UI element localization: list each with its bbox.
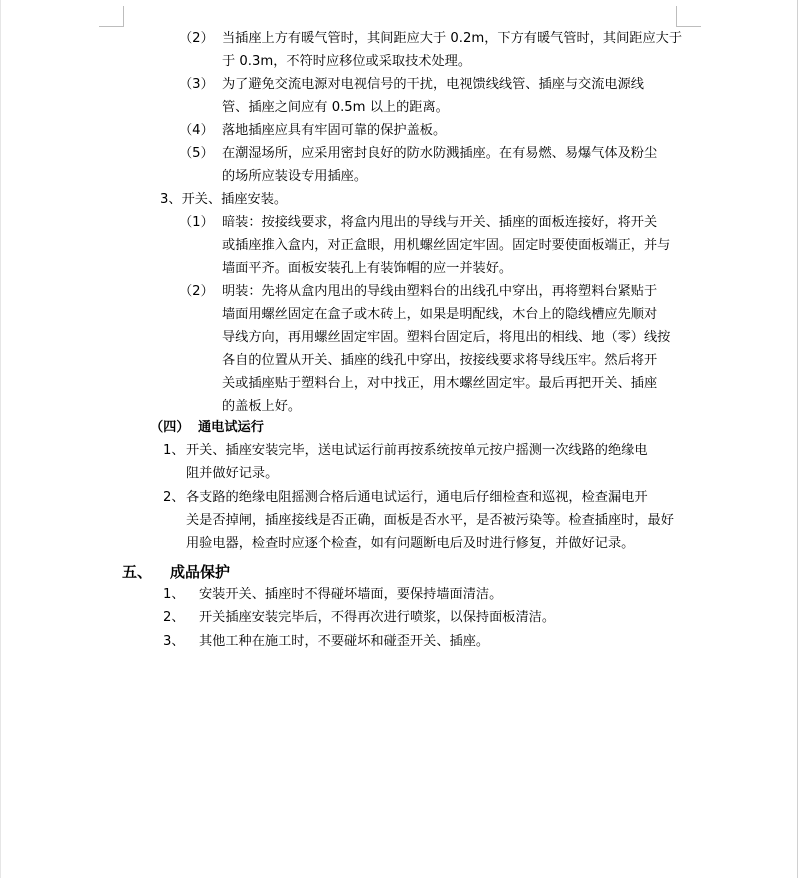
paragraph-line: 暗装：按接线要求，将盒内甩出的导线与开关、插座的面板连接好，将开关: [222, 215, 658, 230]
item-number: （2）: [179, 31, 214, 46]
item-number: （4）: [179, 123, 214, 138]
item-number: 2、: [163, 490, 185, 505]
item-number: （5）: [179, 146, 214, 161]
paragraph-line: 关是否掉闸，插座接线是否正确，面板是否水平，是否被污染等。检查插座时，最好: [186, 513, 674, 528]
item-number: （1）: [179, 215, 214, 230]
paragraph-line: 或插座推入盒内，对正盒眼，用机螺丝固定牢固。固定时要使面板端正，并与: [222, 238, 671, 253]
chapter-heading-number: 五、: [122, 563, 153, 581]
paragraph-line: 各自的位置从开关、插座的线孔中穿出，按接线要求将导线压牢。然后将开: [222, 353, 658, 368]
paragraph-line: 开关、插座安装完毕，送电试运行前再按系统按单元按户摇测一次线路的绝缘电: [186, 443, 648, 458]
item-number: 3、: [163, 634, 185, 649]
section-heading: 通电试运行: [198, 420, 264, 435]
paragraph-line: 为了避免交流电源对电视信号的干扰，电视馈线线管、插座与交流电源线: [222, 77, 644, 92]
paragraph-line: 安装开关、插座时不得碰坏墙面，要保持墙面清洁。: [199, 587, 503, 602]
paragraph-line: 墙面用螺丝固定在盒子或木砖上，如果是明配线，木台上的隐线槽应先顺对: [222, 307, 658, 322]
paragraph-line: 当插座上方有暖气管时，其间距应大于 0.2m，下方有暖气管时，其间距应大于: [222, 31, 683, 46]
item-number: 2、: [163, 610, 185, 625]
crop-mark-top-left: [99, 6, 124, 27]
chapter-heading: 成品保护: [170, 563, 231, 581]
paragraph-line: 开关插座安装完毕后，不得再次进行喷浆，以保持面板清洁。: [199, 610, 556, 625]
paragraph-line: 关或插座贴于塑料台上，对中找正，用木螺丝固定牢。最后再把开关、插座: [222, 376, 658, 391]
paragraph-line: 管、插座之间应有 0.5m 以上的距离。: [222, 100, 449, 115]
section-heading-number: （四）: [150, 420, 190, 435]
paragraph-line: 的场所应装设专用插座。: [222, 169, 368, 184]
paragraph-line: 其他工种在施工时，不要碰坏和碰歪开关、插座。: [199, 634, 490, 649]
paragraph-line: 落地插座应具有牢固可靠的保护盖板。: [222, 123, 447, 138]
paragraph-line: 阻并做好记录。: [186, 466, 279, 481]
item-number: （2）: [179, 284, 214, 299]
paragraph-line: 导线方向，再用螺丝固定牢固。塑料台固定后，将甩出的相线、地（零）线按: [222, 330, 671, 345]
paragraph-line: 用验电器，检查时应逐个检查，如有问题断电后及时进行修复，并做好记录。: [186, 536, 635, 551]
item-number: 1、: [163, 587, 185, 602]
item-number: （3）: [179, 77, 214, 92]
crop-mark-top-right: [676, 6, 701, 27]
paragraph-line: 的盖板上好。: [222, 399, 302, 414]
paragraph-line: 于 0.3m，不符时应移位或采取技术处理。: [222, 54, 472, 69]
paragraph-line: 墙面平齐。面板安装孔上有装饰帽的应一并装好。: [222, 261, 513, 276]
paragraph-line: 明装：先将从盒内甩出的导线由塑料台的出线孔中穿出，再将塑料台紧贴于: [222, 284, 658, 299]
paragraph-line: 各支路的绝缘电阻摇测合格后通电试运行，通电后仔细检查和巡视，检查漏电开: [186, 490, 648, 505]
paragraph-line: 在潮湿场所，应采用密封良好的防水防溅插座。在有易燃、易爆气体及粉尘: [222, 146, 658, 161]
item-number: 1、: [163, 443, 185, 458]
page-edge-left: [0, 0, 1, 878]
subsection-heading: 3、开关、插座安装。: [160, 192, 288, 207]
